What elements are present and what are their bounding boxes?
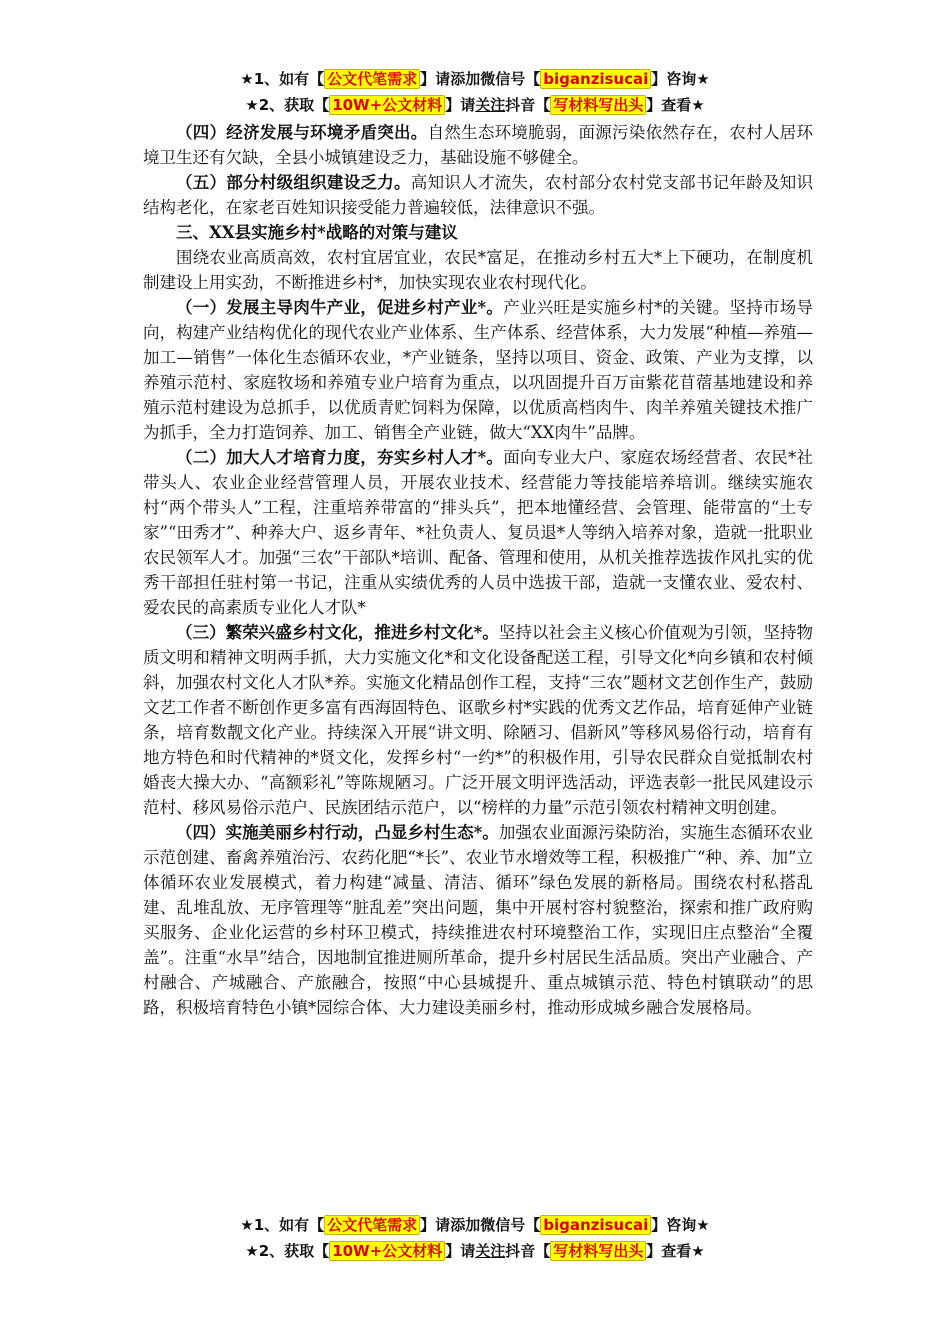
document-body xyxy=(143,120,813,1020)
promo-text: 】请 xyxy=(445,1242,476,1260)
promo-banner-top xyxy=(0,66,950,118)
promo-text: 】查看★ xyxy=(646,1242,705,1260)
promo-line-2 xyxy=(0,92,950,118)
promo-text: ★2、获取【 xyxy=(245,96,330,114)
promo-line-2 xyxy=(0,1238,950,1264)
promo-text: ★1、如有【 xyxy=(240,70,325,88)
paragraph-text: 坚持以社会主义核心价值观为引领，坚持物质文明和精神文明两手抓，大力实施文化*和文化设备配送工程，引导文化*向乡镇和农村倾斜，加强农村文化人才队*养。实施文化精品创作工程，支持“三农”题材文艺创作生产，鼓励文艺工作者不断创作更多富有西海固特色、讴歌乡村*实践的优秀文艺作品，培育延伸产业链条，培育数靓文化产业。持续深入开展“讲文明、除陋习、倡新风”等移风易俗行动，培育有地方特色和时代精神的*贤文化，发挥乡村“一约*”的积极作用，引导农民群众自觉抵制农村婚丧大操大办、“高额彩礼”等陈规陋习。广泛开展文明评选活动，评选表彰一批民风建设示范村、移风易俗示范户、民族团结示范户，以“榜样的力量”示范引领农村精神文明创建。 xyxy=(143,623,814,817)
paragraph-text: 自然生态环境脆弱，面源污染依然存在，农村人居环境卫生还有欠缺，全县小城镇建设乏力，基础设施不够健全。 xyxy=(143,123,814,167)
paragraph-text: 围绕农业高质高效，农村宜居宜业，农民*富足，在推动乡村五大*上下硬功，在制度机制建设上用实劲，不断推进乡村*，加快实现农业农村现代化。 xyxy=(143,248,813,292)
section-heading xyxy=(143,220,813,245)
paragraph xyxy=(143,445,813,620)
promo-text: ★1、如有【 xyxy=(240,1216,325,1234)
paragraph xyxy=(143,170,813,220)
promo-text: 】查看★ xyxy=(646,96,705,114)
paragraph-heading: （一）发展主导肉牛产业，促进乡村产业*。 xyxy=(176,298,504,317)
promo-line-1 xyxy=(0,66,950,92)
promo-wechat-id: biganzisucai xyxy=(540,1215,651,1235)
promo-text: 】请 xyxy=(420,70,451,88)
paragraph-text: 产业兴旺是实施乡村*的关键。坚持市场导向，构建产业结构优化的现代农业产业体系、生产体系、经营体系，大力发展“种植—养殖—加工—销售”一体化生态循环农业，*产业链条，坚持以项目、资金、政策、产业为支撑，以养殖示范村、家庭牧场和养殖专业户培育为重点，以巩固提升百万亩紫花苜蓿基地建设和养殖示范村建设为总抓手，以优质青贮饲料为保障，以优质高档肉牛、肉羊养殖关键技术推广为抓手，全力打造饲养、加工、销售全产业链，做大“XX肉牛”品牌。 xyxy=(143,298,813,442)
paragraph-heading: （二）加大人才培育力度，夯实乡村人才*。 xyxy=(176,448,504,467)
promo-wechat-id: biganzisucai xyxy=(540,69,651,89)
promo-highlight: 10W+公文材料 xyxy=(329,1241,445,1261)
promo-text: 抖音【 xyxy=(505,96,551,114)
promo-highlight: 10W+公文材料 xyxy=(329,95,445,115)
paragraph-heading: （五）部分村级组织建设乏力。 xyxy=(176,173,411,192)
promo-emphasis: 关注 xyxy=(475,1242,506,1260)
paragraph xyxy=(143,245,813,295)
paragraph-text: 高知识人才流失，农村部分农村党支部书记年龄及知识结构老化，在家老百姓知识接受能力普遍较低，法律意识不强。 xyxy=(143,173,814,217)
promo-douyin-id: 写材料写出头 xyxy=(550,95,646,115)
paragraph-heading: （四）经济发展与环境矛盾突出。 xyxy=(176,123,428,142)
promo-douyin-id: 写材料写出头 xyxy=(550,1241,646,1261)
promo-text: ★2、获取【 xyxy=(245,1242,330,1260)
paragraph-text: 加强农业面源污染防治，实施生态循环农业示范创建、畜禽养殖治污、农药化肥“*长”、农业节水增效等工程，积极推广“种、养、加”立体循环农业发展模式，着力构建“减量、清洁、循环”绿色发展的新格局。围绕农村私搭乱建、乱堆乱放、无序管理等“脏乱差”突出问题，集中开展村容村貌整治，探索和推广政府购买服务、企业化运营的乡村环卫模式，持续推进农村环境整治工作，实现旧庄点整治“全覆盖”。注重“水旱”结合，因地制宜推进厕所革命，提升乡村居民生活品质。突出产业融合、产村融合、产城融合、产旅融合，按照“中心县城提升、重点城镇示范、特色村镇联动”的思路，积极培育特色小镇*园综合体、大力建设美丽乡村，推动形成城乡融合发展格局。 xyxy=(143,823,814,1017)
promo-text: 】请 xyxy=(420,1216,451,1234)
paragraph xyxy=(143,820,813,1020)
promo-text: 】咨询★ xyxy=(651,1216,710,1234)
promo-highlight: 公文代笔需求 xyxy=(324,69,420,89)
section-title: 三、XX县实施乡村*战略的对策与建议 xyxy=(176,223,458,242)
paragraph xyxy=(143,120,813,170)
promo-text: 】请 xyxy=(445,96,476,114)
promo-banner-bottom xyxy=(0,1212,950,1264)
paragraph xyxy=(143,620,813,820)
paragraph-text: 面向专业大户、家庭农场经营者、农民*社带头人、农业企业经营管理人员，开展农业技术、经营能力等技能培养培训。继续实施农村“两个带头人”工程，注重培养带富的“排头兵”，把本地懂经营、会管理、能带富的“土专家”“田秀才”、种养大户、返乡青年、*社负责人、复员退*人等纳入培养对象，造就一批职业农民领军人才。加强“三农”干部队*培训、配备、管理和使用，从机关推荐选拔作风扎实的优秀干部担任驻村第一书记，注重从实绩优秀的人员中选拔干部，造就一支懂农业、爱农村、爱农民的高素质专业化人才队* xyxy=(143,448,813,617)
promo-highlight: 公文代笔需求 xyxy=(324,1215,420,1235)
paragraph-heading: （四）实施美丽乡村行动，凸显乡村生态*。 xyxy=(176,823,499,842)
promo-line-1 xyxy=(0,1212,950,1238)
promo-text: 抖音【 xyxy=(505,1242,551,1260)
paragraph xyxy=(143,295,813,445)
promo-text: 】咨询★ xyxy=(651,70,710,88)
paragraph-heading: （三）繁荣兴盛乡村文化，推进乡村文化*。 xyxy=(176,623,499,642)
promo-emphasis: 关注 xyxy=(475,96,506,114)
promo-emphasis: 添加 xyxy=(450,70,481,88)
promo-text: 微信号【 xyxy=(480,1216,541,1234)
promo-text: 微信号【 xyxy=(480,70,541,88)
promo-emphasis: 添加 xyxy=(450,1216,481,1234)
